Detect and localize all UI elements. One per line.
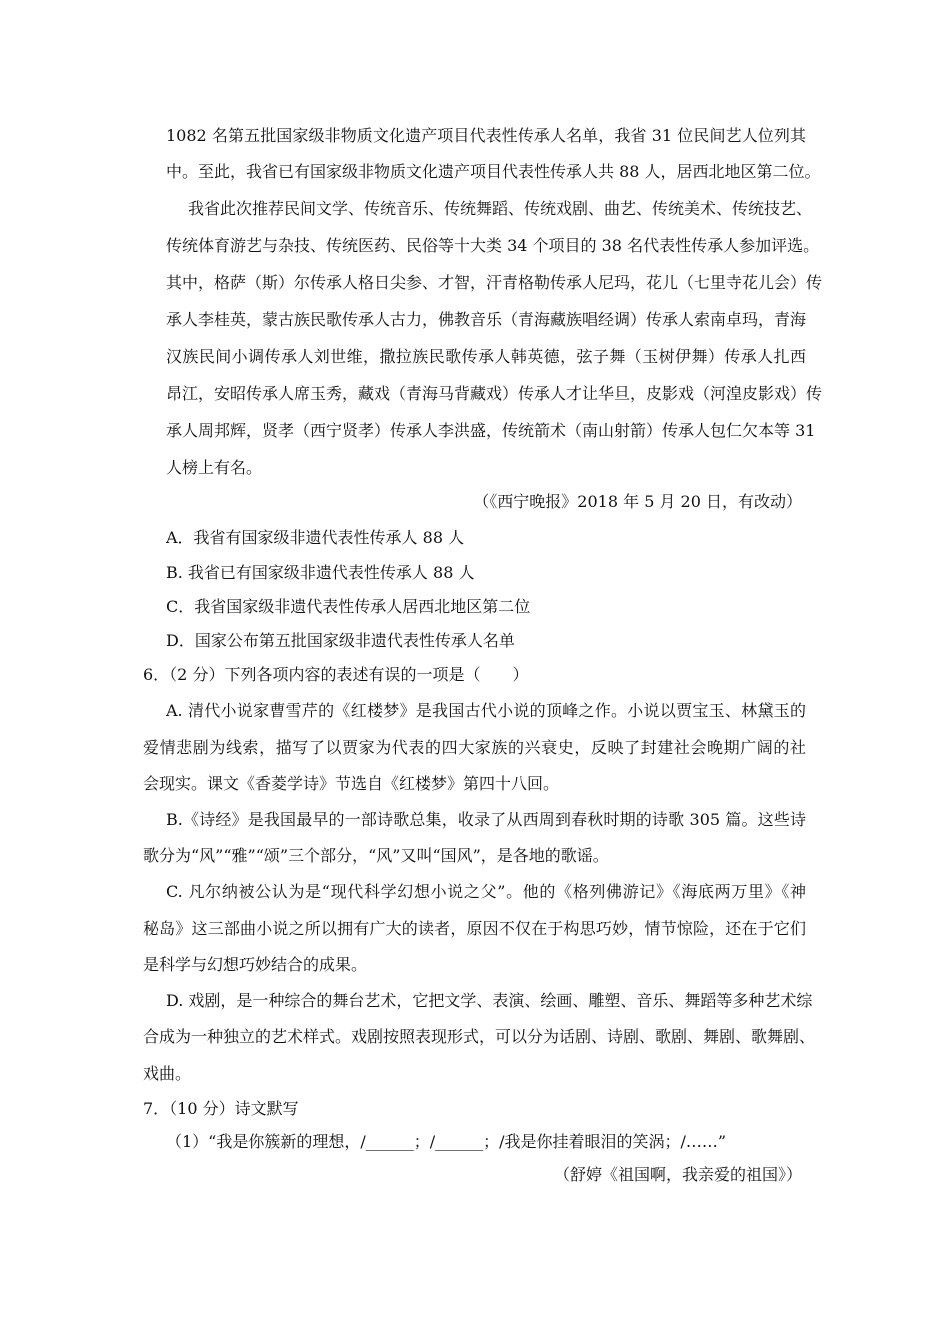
- passage-line: 承人李桂英，蒙古族民歌传承人古力，佛教音乐（青海藏族唱经调）传承人索南卓玛，青海: [166, 310, 807, 329]
- q6-option-line: C. 凡尔纳被公认为是“现代科学幻想小说之父”。他的《格列佛游记》《海底两万里》《神: [166, 882, 806, 901]
- passage-line: 传统体育游艺与杂技、传统医药、民俗等十大类 34 个项目的 38 名代表性传承人参加评选。: [166, 236, 820, 255]
- passage-line: 1082 名第五批国家级非物质文化遗产项目代表性传承人名单，我省 31 位民间艺人位列其: [166, 126, 806, 145]
- q6-option-line: 秘岛》这三部曲小说之所以拥有广大的读者，原因不仅在于构思巧妙，情节惊险，还在于它们: [143, 919, 806, 938]
- passage-source: （《西宁晚报》2018 年 5 月 20 日，有改动）: [473, 492, 802, 511]
- q6-option-line: 是科学与幻想巧妙结合的成果。: [143, 955, 368, 974]
- q6-option-line: B.《诗经》是我国最早的一部诗歌总集，收录了从西周到春秋时期的诗歌 305 篇。这些诗: [166, 810, 806, 829]
- q6-stem: 6．（2 分）下列各项内容的表述有误的一项是（ ）: [143, 665, 529, 684]
- q5-option-b: B. 我省已有国家级非遗代表性传承人 88 人: [166, 563, 475, 582]
- q7-stem: 7．（10 分）诗文默写: [143, 1099, 299, 1118]
- q6-option-line: 合成为一种独立的艺术样式。戏剧按照表现形式，可以分为话剧、诗剧、歌剧、舞剧、歌舞剧、: [143, 1027, 816, 1046]
- passage-line: 汉族民间小调传承人刘世维，撒拉族民歌传承人韩英德，弦子舞（玉树伊舞）传承人扎西: [166, 347, 806, 366]
- q5-option-c: C．我省国家级非遗代表性传承人居西北地区第二位: [166, 597, 531, 616]
- q7-item-1-source: （舒婷《祖国啊，我亲爱的祖国》）: [553, 1165, 802, 1184]
- passage-line: 昂江，安昭传承人席玉秀，藏戏（青海马背藏戏）传承人才让华旦，皮影戏（河湟皮影戏）传: [166, 384, 823, 403]
- passage-line: 人榜上有名。: [166, 458, 263, 477]
- passage-line: 承人周邦辉，贤孝（西宁贤孝）传承人李洪盛，传统箭术（南山射箭）传承人包仁欠本等 31: [166, 421, 816, 440]
- q7-item-1: （1）“我是你簇新的理想，/______；/______；/我是你挂着眼泪的笑涡；/……”: [166, 1132, 727, 1151]
- passage-line: 我省此次推荐民间文学、传统音乐、传统舞蹈、传统戏剧、曲艺、传统美术、传统技艺、: [188, 199, 813, 218]
- q6-option-line: D. 戏剧，是一种综合的舞台艺术，它把文学、表演、绘画、雕塑、音乐、舞蹈等多种艺术综: [166, 991, 813, 1010]
- passage-line: 其中，格萨（斯）尔传承人格日尖参、才智，汗青格勒传承人尼玛，花儿（七里寺花儿会）传: [166, 273, 823, 292]
- q6-option-line: 会现实。课文《香菱学诗》节选自《红楼梦》第四十八回。: [143, 774, 560, 793]
- q5-option-d: D．国家公布第五批国家级非遗代表性传承人名单: [166, 631, 515, 650]
- q6-option-line: 歌分为“风”“雅”“颂”三个部分，“风”又叫“国风”，是各地的歌谣。: [143, 846, 609, 865]
- q6-option-line: 爱情悲剧为线索，描写了以贾家为代表的四大家族的兴衰史，反映了封建社会晚期广阔的社: [143, 738, 806, 757]
- q6-option-line: A. 清代小说家曹雪芹的《红楼梦》是我国古代小说的顶峰之作。小说以贾宝玉、林黛玉的: [166, 701, 806, 720]
- q6-option-line: 戏曲。: [143, 1064, 192, 1083]
- q5-option-a: A．我省有国家级非遗代表性传承人 88 人: [166, 528, 465, 547]
- passage-line: 中。至此，我省已有国家级非物质文化遗产项目代表性传承人共 88 人，居西北地区第二位。: [166, 162, 821, 181]
